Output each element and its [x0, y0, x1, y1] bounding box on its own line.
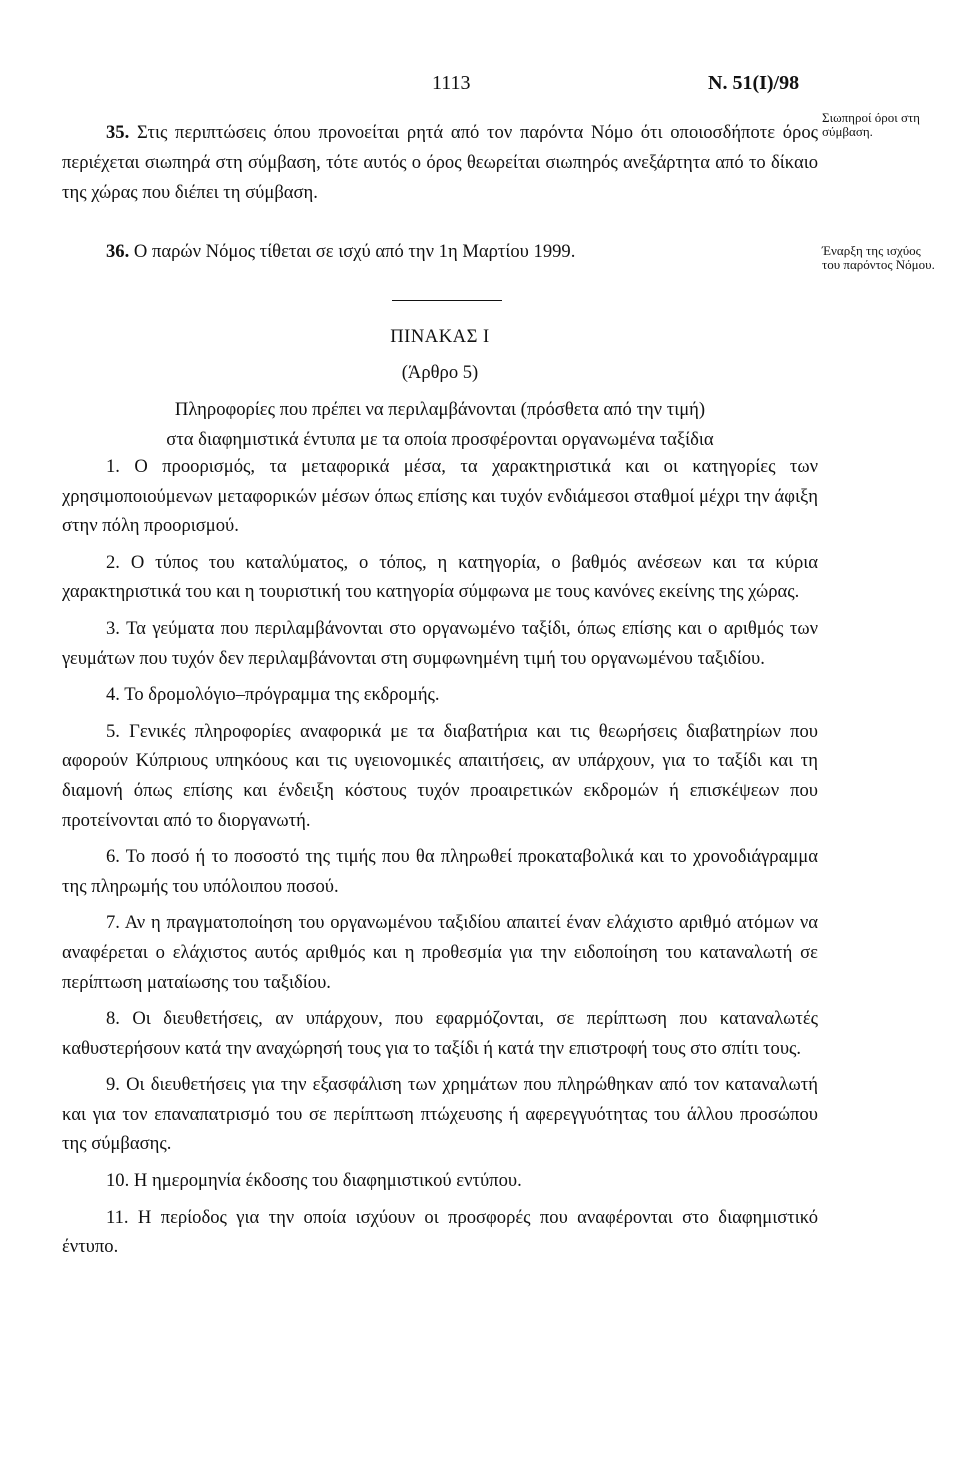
table-description-line-1: Πληροφορίες που πρέπει να περιλαμβάνονται (πρόσθετα από την τιμή) — [174, 399, 706, 420]
margin-note-section-35: Σιωπηροί όροι στη σύμβαση. — [822, 110, 920, 139]
list-item: 11. Η περίοδος για την οποία ισχύουν οι προσφορές που αναφέρονται στο διαφημιστικό έντυπο. — [62, 1206, 818, 1258]
list-item: 9. Οι διευθετήσεις για την εξασφάλιση των χρημάτων που πληρώθηκαν από τον καταναλωτή και για τον επαναπατρισμό του σε περίπτωση πτώχευσης ή αφερεγγυότητας του άλλου προσώπου της σύμβασης. — [62, 1074, 818, 1155]
list-item: 6. Το ποσό ή το ποσοστό της τιμής που θα πληρωθεί προκαταβολικά και το χρονοδιάγραμμα της πληρωμής του υπόλοιπου ποσού. — [62, 846, 818, 897]
list-item: 8. Οι διευθετήσεις, αν υπάρχουν, που εφαρμόζονται, σε περίπτωση που καταναλωτές καθυστερήσουν κατά την αναχώρησή τους για το ταξίδι ή κατά την επιστροφή τους στο σπίτι τους. — [62, 1008, 818, 1059]
table-items-list — [62, 452, 818, 1269]
section-36 — [62, 237, 818, 267]
margin-note-section-36: Έναρξη της ισχύος του παρόντος Νόμου. — [822, 243, 935, 272]
table-description — [62, 395, 818, 455]
table-title: ΠΙΝΑΚΑΣ Ι — [390, 326, 490, 347]
list-item: 3. Τα γεύματα που περιλαμβάνονται στο οργανωμένο ταξίδι, όπως επίσης και ο αριθμός των γευμάτων που τυχόν δεν περιλαμβάνονται στη συμφωνημένη τιμή του οργανωμένου ταξιδίου. — [62, 617, 818, 669]
table-reference: (Άρθρο 5) — [401, 362, 479, 383]
section-35-number: 35. — [106, 122, 130, 143]
table-description-line-2: στα διαφημιστικά έντυπα με τα οποία προσφέρονται οργανωμένα ταξίδια — [166, 428, 714, 450]
section-36-number: 36. — [106, 241, 130, 262]
section-36-text: Ο παρών Νόμος τίθεται σε ισχύ από την 1η Μαρτίου 1999. — [133, 241, 576, 262]
section-35-text: Στις περιπτώσεις όπου προνοείται ρητά από τον παρόντα Νόμο ότι οποιοσδήποτε όρος περιέχεται σιωπηρά στη σύμβαση, τότε αυτός ο όρος θεωρείται σιωπηρός ανεξάρτητα από το δίκαιο της χώρας που διέπει τη σύμβαση. — [62, 122, 818, 203]
page-number: 1113 — [432, 72, 471, 94]
list-item: 2. Ο τύπος του καταλύματος, ο τόπος, η κατηγορία, ο βαθμός ανέσεων και τα κύρια χαρακτηριστικά του και η τουριστική του κατηγορία σύμφωνα με τους κανόνες εκείνης της χώρας. — [62, 551, 818, 603]
list-item: 1. Ο προορισμός, τα μεταφορικά μέσα, τα χαρακτηριστικά και οι κατηγορίες των χρησιμοποιούμενων μεταφορικών μέσων όπως επίσης και τυχόν ενδιάμεσοι σταθμοί μέχρι την άφιξη στην πόλη προορισμού. — [62, 456, 818, 537]
list-item: 5. Γενικές πληροφορίες αναφορικά με τα διαβατήρια και τις θεωρήσεις διαβατηρίων που αφορούν Κύπριους υπηκόους και τις υγειονομικές απαιτήσεις, αν υπάρχουν, για το ταξίδι και τη διαμονή όπως επίσης και ένδειξη κόστους τυχόν προαιρετικών εκδρομών ή επισκέψεων που προτείνονται από το διοργανωτή. — [62, 720, 818, 831]
law-number: Ν. 51(Ι)/98 — [708, 72, 800, 94]
list-item: 10. Η ημερομηνία έκδοσης του διαφημιστικού εντύπου. — [106, 1170, 522, 1192]
list-item: 7. Αν η πραγματοποίηση του οργανωμένου ταξιδίου απαιτεί έναν ελάχιστο αριθμό ατόμων να αναφέρεται ο ελάχιστος αυτός αριθμός και η προθεσμία για την ειδοποίηση του καταναλωτή σε περίπτωση ματαίωσης του ταξιδίου. — [62, 912, 818, 993]
section-35 — [62, 118, 818, 207]
list-item: 4. Το δρομολόγιο–πρόγραμμα της εκδρομής. — [106, 684, 440, 706]
separator-rule — [392, 300, 502, 301]
